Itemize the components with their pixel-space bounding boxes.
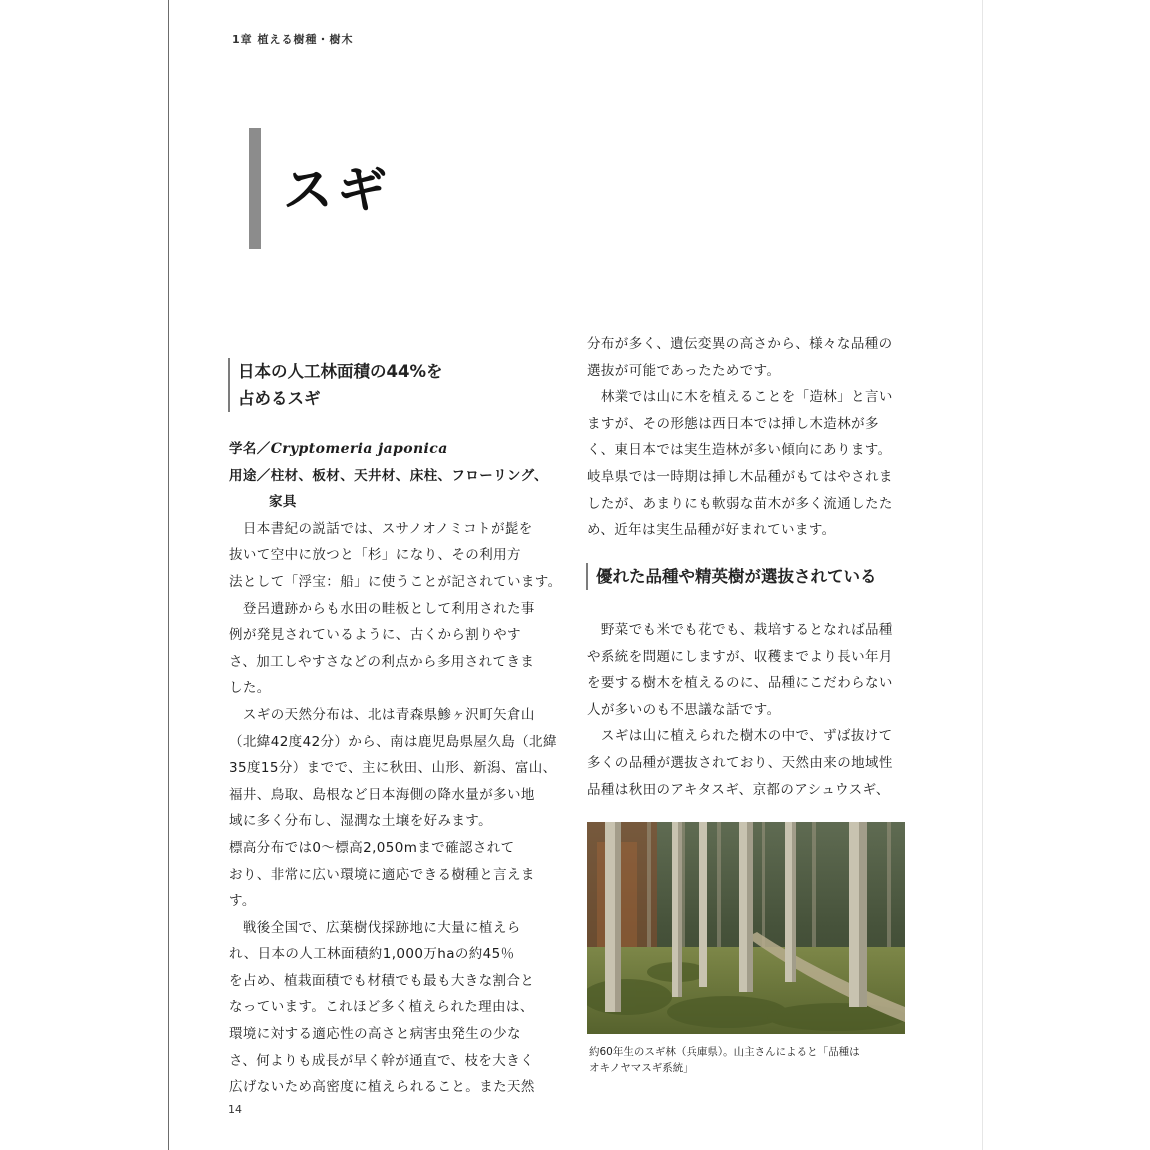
use-line: 用途／柱材、板材、天井材、床柱、フローリング、 — [229, 467, 548, 484]
body-line: 抜いて空中に放つと「杉」になり、その利用方 — [229, 547, 521, 564]
body-line: さ、加工しやすさなどの利点から多用されてきま — [229, 653, 535, 670]
body-line: れ、日本の人工林面積約1,000万haの約45％ — [229, 946, 515, 963]
heading-line: 占めるスギ — [238, 389, 321, 408]
body-line: 広げないため高密度に植えられること。また天然 — [229, 1079, 535, 1096]
body-line: なっています。これほど多く植えられた理由は、 — [229, 999, 534, 1016]
body-line: 35度15分）までで、主に秋田、山形、新潟、富山、 — [229, 760, 557, 777]
right-column-text-top — [587, 331, 912, 544]
body-line: 日本書紀の説話では、スサノオノミコトが髭を — [229, 520, 533, 537]
left-column-text — [229, 436, 562, 1101]
body-line: スギは山に植えられた樹木の中で、ずば抜けて — [587, 728, 893, 745]
section-heading-right — [586, 563, 877, 590]
body-line: した。 — [229, 680, 271, 697]
body-line: 福井、鳥取、島根など日本海側の降水量が多い地 — [229, 786, 535, 803]
heading-line: 優れた品種や精英樹が選抜されている — [596, 567, 877, 586]
body-line: 域に多く分布し、湿潤な土壌を好みます。 — [229, 813, 493, 830]
page-number: 14 — [228, 1103, 242, 1116]
scientific-name: Cryptomeria japonica — [270, 441, 448, 457]
body-line: 分布が多く、遺伝変異の高さから、様々な品種の — [587, 336, 893, 352]
body-line: 人が多いのも不思議な話です。 — [587, 701, 781, 718]
body-line: 野菜でも米でも花でも、栽培するとなれば品種 — [587, 622, 893, 638]
body-line: したが、あまりにも軟弱な苗木が多く流通したた — [587, 495, 893, 512]
body-line: 選抜が可能であったためです。 — [587, 362, 781, 379]
page-title: スギ — [283, 161, 391, 219]
body-line: を要する樹木を植えるのに、品種にこだわらない — [587, 675, 893, 692]
body-line: さ、何よりも成長が早く幹が通直で、枝を大きく — [229, 1052, 534, 1069]
body-line: ますが、その形態は西日本では挿し木造林が多 — [587, 415, 879, 432]
body-line: 法として「浮宝：船」に使うことが記されています。 — [229, 573, 562, 590]
photo-caption — [589, 1044, 860, 1076]
page-edge-right — [982, 0, 983, 1150]
body-line: め、近年は実生品種が好まれています。 — [587, 522, 836, 539]
scientific-name-line — [229, 436, 554, 463]
body-line: す。 — [229, 893, 256, 910]
body-line: を占め、植栽面積でも材積でも最も大きな割合と — [229, 972, 535, 989]
body-line: （北緯42度42分）から、南は鹿児島県屋久島（北緯 — [229, 733, 557, 750]
title-accent-bar — [249, 128, 261, 249]
body-line: 登呂遺跡からも水田の畦板として利用された事 — [229, 600, 535, 617]
cedar-forest-photo — [587, 822, 905, 1034]
page-edge-left — [168, 0, 169, 1150]
running-head: 1章 植える樹種・樹木 — [232, 33, 354, 46]
body-line: く、東日本では実生造林が多い傾向にあります。 — [587, 442, 892, 459]
body-line: 標高分布では0～標高2,050mまで確認されて — [229, 839, 515, 856]
use-line-cont: 家具 — [269, 494, 297, 511]
scientific-label: 学名／ — [229, 441, 271, 457]
body-line: 林業では山に木を植えることを「造林」と言い — [587, 389, 893, 406]
body-line: 岐阜県では一時期は挿し木品種がもてはやされま — [587, 468, 893, 485]
section-heading-left — [228, 358, 443, 412]
heading-line: 日本の人工林面積の44%を — [238, 362, 443, 381]
body-line: や系統を問題にしますが、収穫までより長い年月 — [587, 648, 893, 665]
body-line: 環境に対する適応性の高さと病害虫発生の少な — [229, 1026, 521, 1043]
body-line: 戦後全国で、広葉樹伐採跡地に大量に植えら — [229, 919, 521, 936]
body-line: 多くの品種が選抜されており、天然由来の地域性 — [587, 754, 893, 771]
body-line: スギの天然分布は、北は青森県鯵ヶ沢町矢倉山 — [229, 706, 535, 723]
caption-line: 約60年生のスギ林（兵庫県）。山主さんによると「品種は — [589, 1046, 860, 1058]
caption-line: オキノヤマスギ系統」 — [589, 1062, 694, 1074]
body-line: 例が発見されているように、古くから割りやす — [229, 627, 521, 644]
right-column-text-bottom — [587, 617, 912, 803]
body-line: 品種は秋田のアキタスギ、京都のアシュウスギ、 — [587, 781, 890, 798]
body-line: おり、非常に広い環境に適応できる樹種と言えま — [229, 866, 535, 883]
